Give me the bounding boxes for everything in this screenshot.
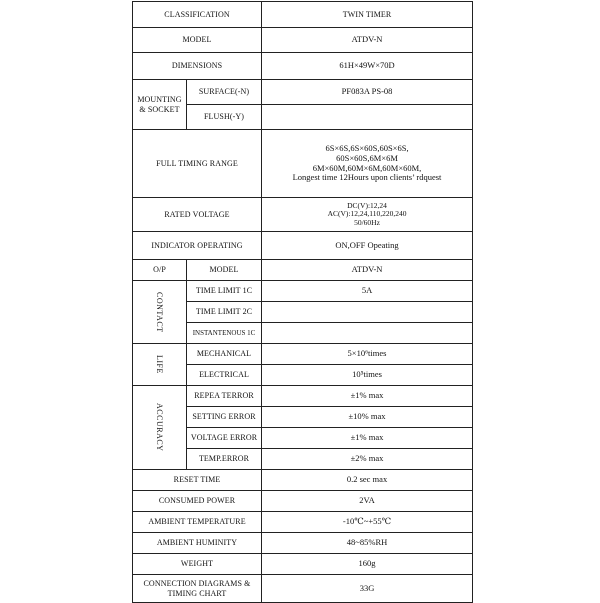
voltage-line: DC(V):12,24	[347, 200, 387, 210]
mounting-label	[133, 80, 187, 130]
weight-label: WEIGHT	[133, 554, 262, 575]
row-op-model	[133, 260, 473, 281]
indicator-value: ON,OFF Opeating	[262, 232, 473, 260]
timing-label: FULL TIMING RANGE	[133, 130, 262, 198]
model-label: MODEL	[133, 28, 262, 53]
mechanical-label: MECHANICAL	[187, 344, 262, 365]
op-model-value: ATDV-N	[262, 260, 473, 281]
contact-label: CONTACT	[133, 281, 187, 344]
electrical-value: 10⁵times	[262, 365, 473, 386]
row-mounting-surface	[133, 80, 473, 105]
connection-label-line2: TIMING CHART	[167, 588, 227, 598]
time2-label: TIME LIMIT 2C	[187, 302, 262, 323]
row-ambient-temp	[133, 512, 473, 533]
row-voltage	[133, 198, 473, 232]
electrical-label: ELECTRICAL	[187, 365, 262, 386]
op-model-label: MODEL	[187, 260, 262, 281]
mechanical-value: 5×10⁶times	[262, 344, 473, 365]
row-weight	[133, 554, 473, 575]
mounting-label-line1: MOUNTING	[137, 95, 182, 105]
temp-label: TEMP.ERROR	[187, 449, 262, 470]
mounting-label-line2: & SOCKET	[139, 104, 180, 114]
flush-label: FLUSH(-Y)	[187, 105, 262, 130]
voltage-error-label: VOLTAGE ERROR	[187, 428, 262, 449]
inst-label: INSTANTENOUS 1C	[187, 323, 262, 344]
weight-value: 160g	[262, 554, 473, 575]
time2-value	[262, 302, 473, 323]
voltage-error-value: ±1% max	[262, 428, 473, 449]
row-connection	[133, 575, 473, 603]
voltage-line: AC(V):12,24,110,220,240	[327, 209, 407, 219]
inst-value	[262, 323, 473, 344]
timing-line: 60S×60S,6M×6M	[336, 152, 398, 163]
row-mechanical	[133, 344, 473, 365]
dimensions-label: DIMENSIONS	[133, 53, 262, 80]
row-ambient-hum	[133, 533, 473, 554]
reset-value: 0.2 sec max	[262, 470, 473, 491]
voltage-label: RATED VOLTAGE	[133, 198, 262, 232]
setting-value: ±10% max	[262, 407, 473, 428]
row-power	[133, 491, 473, 512]
life-label: LIFE	[133, 344, 187, 386]
row-time1	[133, 281, 473, 302]
row-repeat	[133, 386, 473, 407]
row-classification	[133, 2, 473, 28]
classification-value: TWIN TIMER	[262, 2, 473, 28]
op-label: O/P	[133, 260, 187, 281]
time1-label: TIME LIMIT 1C	[187, 281, 262, 302]
row-reset	[133, 470, 473, 491]
accuracy-label: ACCURACY	[133, 386, 187, 470]
power-label: CONSUMED POWER	[133, 491, 262, 512]
connection-value: 33G	[262, 575, 473, 603]
ambient-temp-label: AMBIENT TEMPERATURE	[133, 512, 262, 533]
row-timing	[133, 130, 473, 198]
flush-value	[262, 105, 473, 130]
dimensions-value: 61H×49W×70D	[262, 53, 473, 80]
timing-line: 6M×60M,60M×6M,60M×60M,	[312, 162, 422, 173]
surface-value: PF083A PS-08	[262, 80, 473, 105]
connection-label	[133, 575, 262, 603]
spec-table	[132, 1, 473, 603]
timing-value	[262, 130, 473, 198]
classification-label: CLASSIFICATION	[133, 2, 262, 28]
timing-line: Longest time 12Hours upon clients’ rdquest	[292, 172, 442, 183]
timing-line: 6S×6S,6S×60S,60S×6S,	[325, 142, 409, 153]
row-indicator	[133, 232, 473, 260]
surface-label: SURFACE(-N)	[187, 80, 262, 105]
ambient-hum-value: 48~85%RH	[262, 533, 473, 554]
ambient-temp-value: -10℃~+55℃	[262, 512, 473, 533]
ambient-hum-label: AMBIENT HUMINITY	[133, 533, 262, 554]
indicator-label: INDICATOR OPERATING	[133, 232, 262, 260]
setting-label: SETTING ERROR	[187, 407, 262, 428]
voltage-value	[262, 198, 473, 232]
model-value: ATDV-N	[262, 28, 473, 53]
row-model	[133, 28, 473, 53]
connection-label-line1: CONNECTION DIAGRAMS &	[143, 579, 251, 589]
repeat-label: REPEA TERROR	[187, 386, 262, 407]
repeat-value: ±1% max	[262, 386, 473, 407]
time1-value: 5A	[262, 281, 473, 302]
row-dimensions	[133, 53, 473, 80]
voltage-line: 50/60Hz	[354, 217, 380, 227]
reset-label: RESET TIME	[133, 470, 262, 491]
temp-value: ±2% max	[262, 449, 473, 470]
power-value: 2VA	[262, 491, 473, 512]
